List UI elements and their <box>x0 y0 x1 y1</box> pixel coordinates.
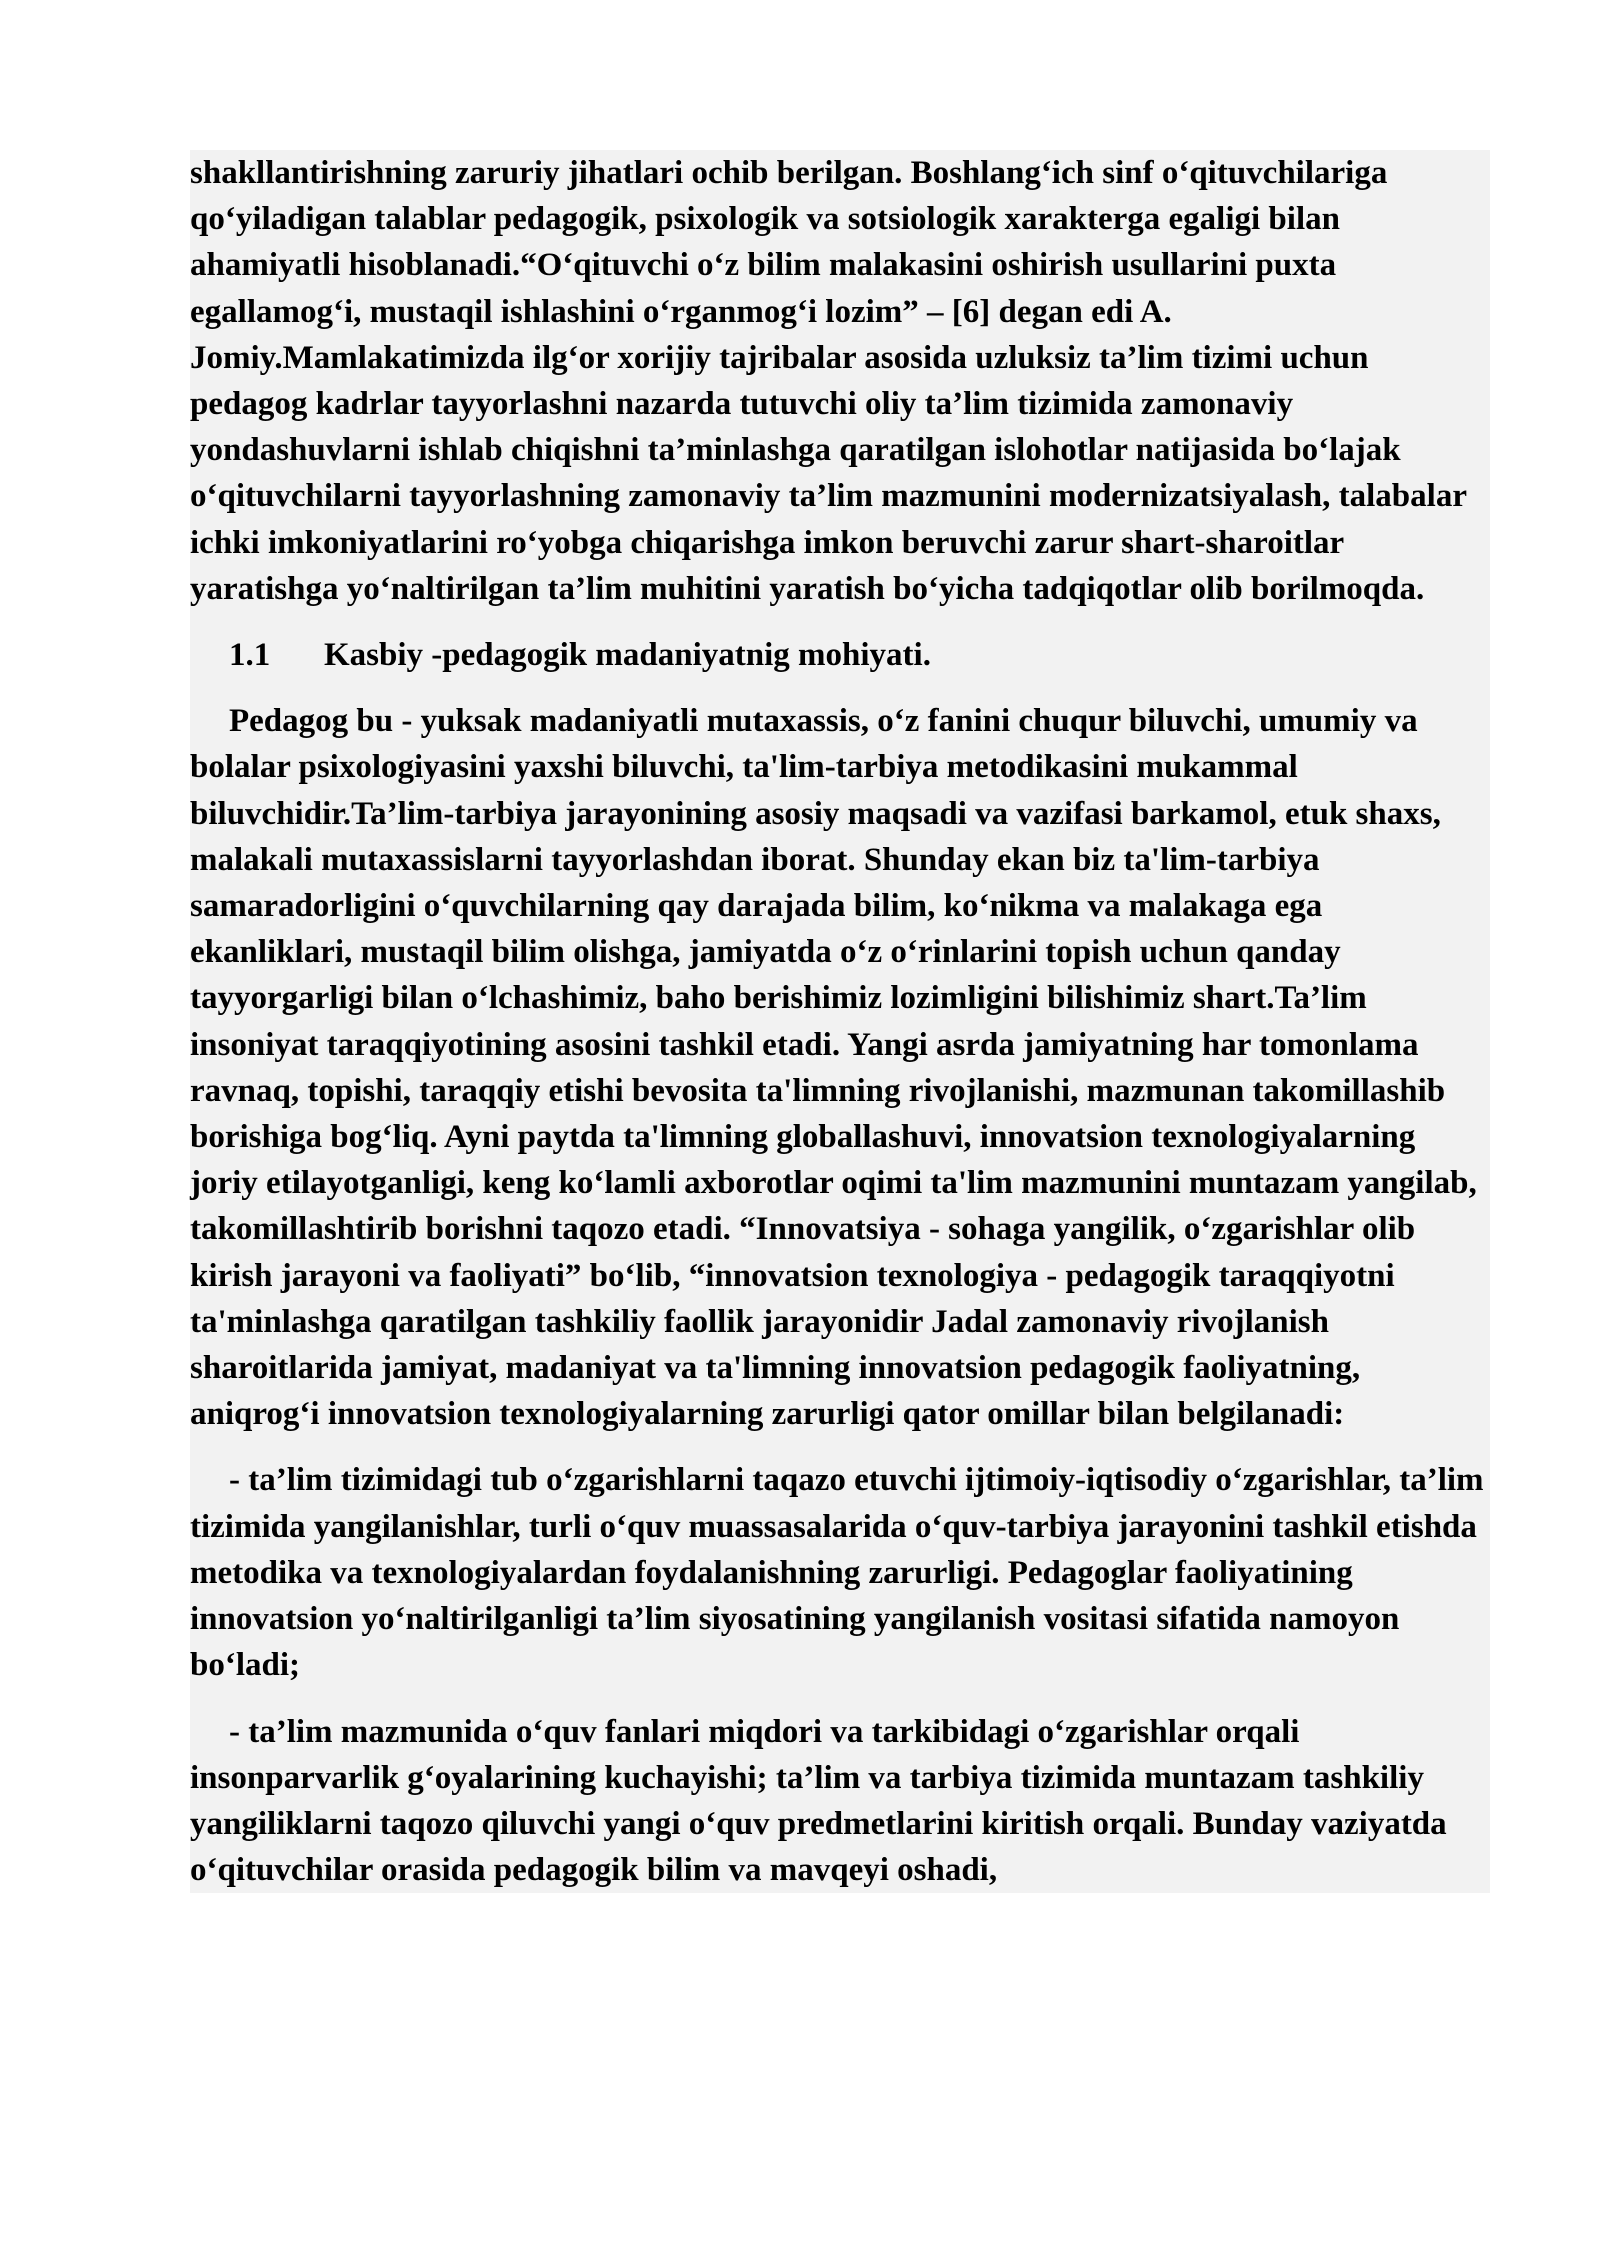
paragraph-intro: shakllantirishning zaruriy jihatlari ochib berilgan. Boshlang‘ich sinf o‘qituvchilariga qo‘yiladigan talablar pedagogik, psixologik va sotsiologik xarakterga egaligi bilan ahamiyatli hisoblanadi.“O‘qituvchi o‘z bilim malakasini oshirish usullarini puxta egallamog‘i, mustaqil ishlashini o‘rganmog‘i lozim” – [6] degan edi A. Jomiy.Mamlakatimizda ilg‘or xorijiy tajribalar asosida uzluksiz ta’lim tizimi uchun pedagog kadrlar tayyorlashni nazarda tutuvchi oliy ta’lim tizimida zamonaviy yondashuvlarni ishlab chiqishni ta’minlashga qaratilgan islohotlar natijasida bo‘lajak o‘qituvchilarni tayyorlashning zamonaviy ta’lim mazmunini modernizatsiyalash, talabalar ichki imkoniyatlarini ro‘yobga chiqarishga imkon beruvchi zarur shart-sharoitlar yaratishga yo‘naltirilgan ta’lim muhitini yaratish bo‘yicha tadqiqotlar olib borilmoqda. <box>190 155 1467 607</box>
paragraph-pedagog: Pedagog bu - yuksak madaniyatli mutaxassis, o‘z fanini chuqur biluvchi, umumiy va bolalar psixologiyasini yaxshi biluvchi, ta'lim-tarbiya metodikasini mukammal biluvchidir.Ta’lim-tarbiya jarayonining asosiy maqsadi va vazifasi barkamol, etuk shaxs, malakali mutaxassislarni tayyorlashdan iborat. Shunday ekan biz ta'lim-tarbiya samaradorligini o‘quvchilarning qay darajada bilim, ko‘nikma va malakaga ega ekanliklari, mustaqil bilim olishga, jamiyatda o‘z o‘rinlarini topish uchun qanday tayyorgarligi bilan o‘lchashimiz, baho berishimiz lozimligini bilishimiz shart.Ta’lim insoniyat taraqqiyotining asosini tashkil etadi. Yangi asrda jamiyatning har tomonlama ravnaq, topishi, taraqqiy etishi bevosita ta'limning rivojlanishi, mazmunan takomillashib borishiga bog‘liq. Ayni paytda ta'limning globallashuvi, innovatsion texnologiyalarning joriy etilayotganligi, keng ko‘lamli axborotlar oqimi ta'lim mazmunini muntazam yangilab, takomillashtirib borishni taqozo etadi. “Innovatsiya - sohaga yangilik, o‘zgarishlar olib kirish jarayoni va faoliyati” bo‘lib, “innovatsion texnologiya - pedagogik taraqqiyotni ta'minlashga qaratilgan tashkiliy faollik jarayonidir Jadal zamonaviy rivojlanish sharoitlarida jamiyat, madaniyat va ta'limning innovatsion pedagogik faoliyatning, aniqrog‘i innovatsion texnologiyalarning zarurligi qator omillar bilan belgilanadi: <box>190 703 1477 1433</box>
paragraph-list-item-2: - ta’lim mazmunida o‘quv fanlari miqdori va tarkibidagi o‘zgarishlar orqali insonparvarlik g‘oyalarining kuchayishi; ta’lim va tarbiya tizimida muntazam tashkiliy yangiliklarni taqozo qiluvchi yangi o‘quv predmetlarini kiritish orqali. Bunday vaziyatda o‘qituvchilar orasida pedagogik bilim va mavqeyi oshadi, <box>190 1713 1447 1889</box>
section-number: 1.1 <box>229 637 271 674</box>
document-body <box>190 150 1490 1893</box>
paragraph-list-item-1: - ta’lim tizimidagi tub o‘zgarishlarni taqazo etuvchi ijtimoiy-iqtisodiy o‘zgarishlar, ta’lim tizimida yangilanishlar, turli o‘quv muassasalarida o‘quv-tarbiya jarayonini tashkil etishda metodika va texnologiyalardan foydalanishning zarurligi. Pedagoglar faoliyatining innovatsion yo‘naltirilganligi ta’lim siyosatining yangilanish vositasi sifatida namoyon bo‘ladi; <box>190 1462 1484 1684</box>
section-title: Kasbiy -pedagogik madaniyatnig mohiyati. <box>324 637 931 674</box>
section-heading <box>190 632 1490 678</box>
